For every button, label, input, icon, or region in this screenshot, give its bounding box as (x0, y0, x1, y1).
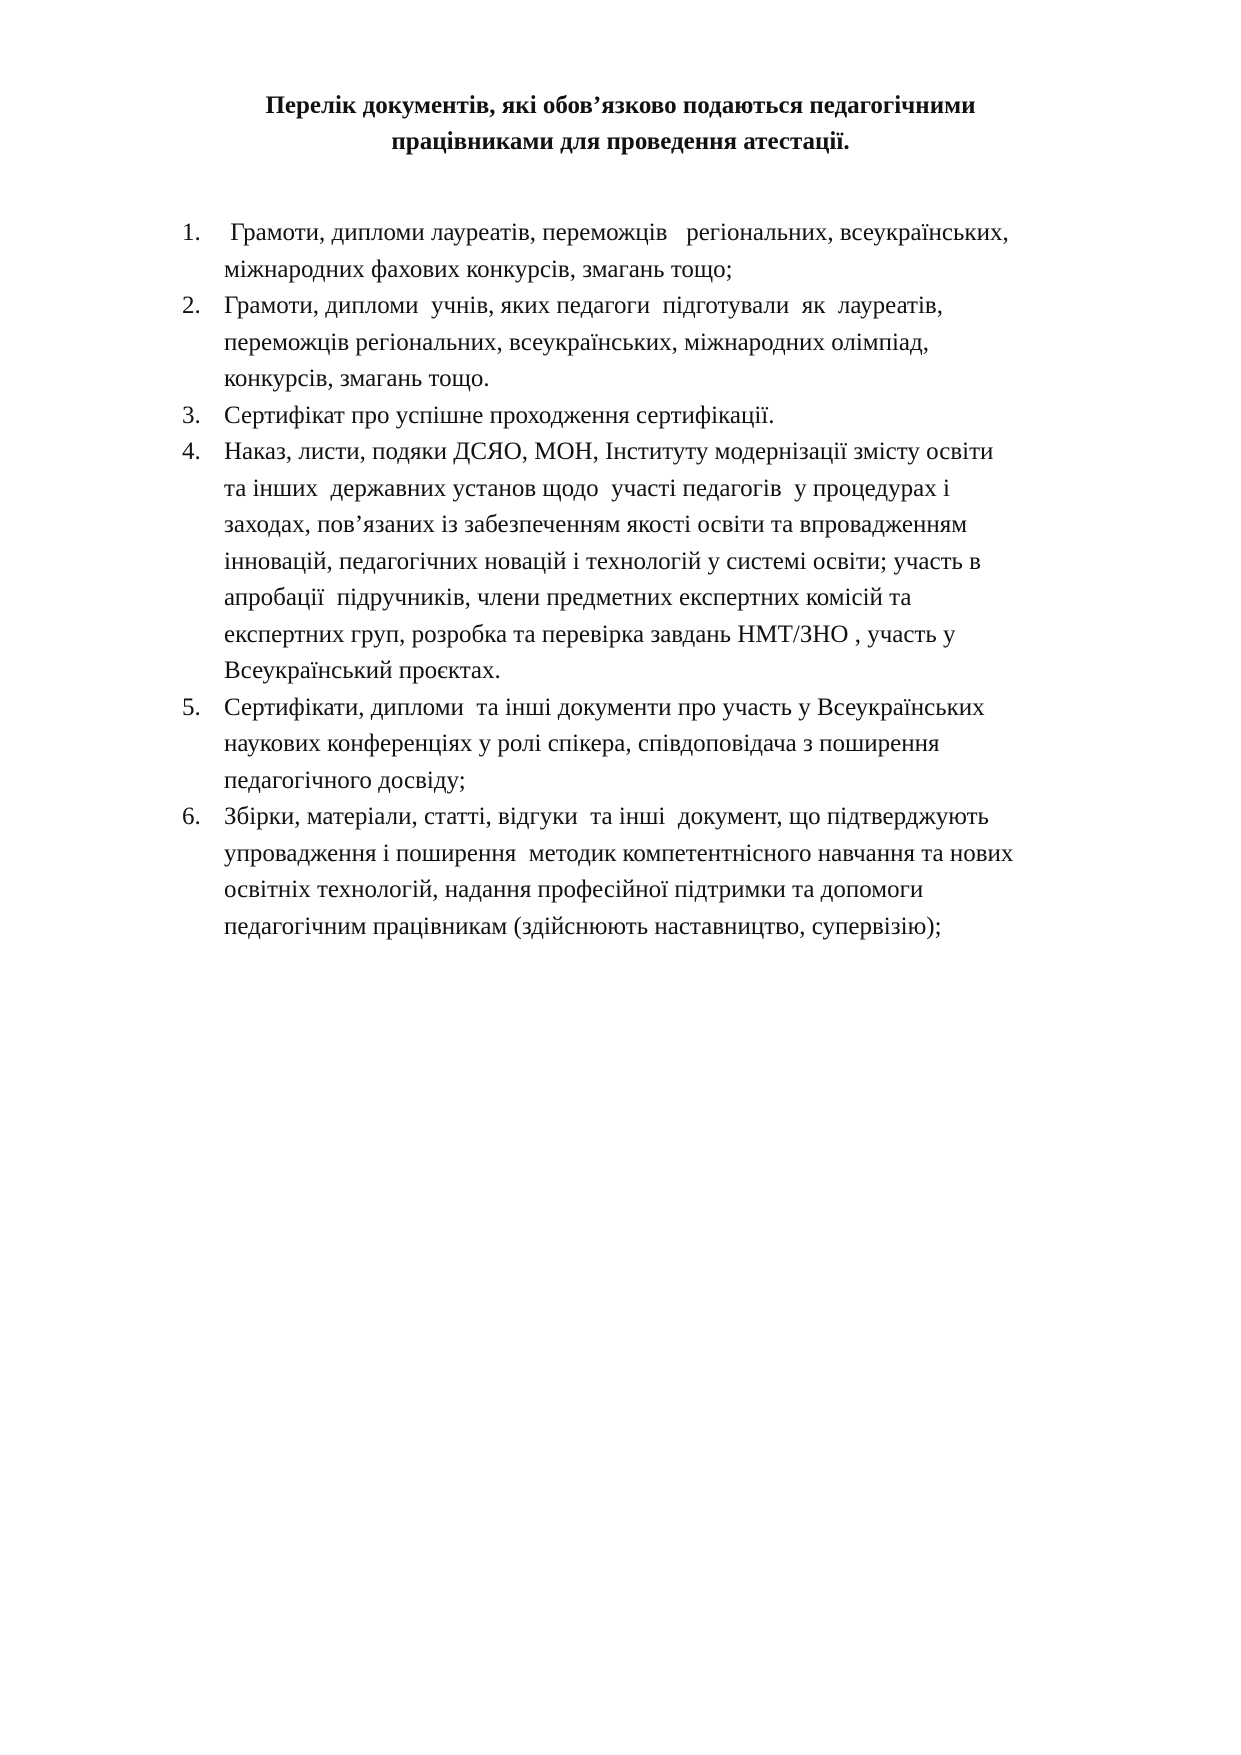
list-item-text-line: переможців регіональних, всеукраїнських, міжнародних олімпіад, (224, 328, 929, 356)
list-item (182, 799, 1162, 945)
title-line: працівниками для проведення атестації. (391, 128, 850, 155)
list-item-text-line: Збірки, матеріали, статті, відгуки та інші документ, що підтверджують (224, 803, 989, 830)
list-item-number: 5. (182, 693, 201, 721)
documents-list (182, 215, 1162, 945)
list-item (182, 215, 1162, 288)
list-item (182, 434, 1162, 690)
list-item-text-line: Сертифікат про успішне проходження сертифікації. (224, 401, 775, 429)
list-item-text-line: інновацій, педагогічних новацій і технологій у системі освіти; участь в (224, 547, 981, 575)
list-item-number: 4. (182, 438, 201, 465)
list-item-text-line: міжнародних фахових конкурсів, змагань тощо; (224, 255, 733, 283)
list-item-text-line: Сертифікати, дипломи та інші документи про участь у Всеукраїнських (224, 693, 985, 721)
list-item-number: 6. (182, 803, 201, 830)
list-item-number: 1. (182, 219, 201, 246)
list-item-text-line: педагогічного досвіду; (224, 766, 466, 794)
list-item-text-line: апробації підручників, члени предметних експертних комісій та (224, 584, 912, 611)
list-item-text-line: Грамоти, дипломи учнів, яких педагоги підготували як лауреатів, (224, 292, 943, 319)
list-item-text-line: Всеукраїнський проєктах. (224, 657, 501, 684)
list-item-text-line: Грамоти, дипломи лауреатів, переможців регіональних, всеукраїнських, (224, 219, 1009, 246)
document-title (150, 88, 1091, 160)
list-item-text-line: експертних груп, розробка та перевірка завдань НМТ/ЗНО , участь у (224, 620, 956, 648)
list-item (182, 398, 1162, 435)
list-item-text-line: Наказ, листи, подяки ДСЯО, МОН, Інституту модернізації змісту освіти (224, 438, 994, 465)
list-item-text-line: заходах, пов’язаних із забезпеченням якості освіти та впровадженням (224, 511, 968, 538)
list-item-text-line: педагогічним працівникам (здійснюють наставництво, супервізію); (224, 912, 942, 940)
list-item-text-line: упровадження і поширення методик компетентнісного навчання та нових (224, 839, 1014, 867)
list-item-text-line: освітніх технологій, надання професійної підтримки та допомоги (224, 876, 924, 903)
list-item-number: 3. (182, 401, 201, 429)
list-item-text-line: та інших державних установ щодо участі педагогів у процедурах і (224, 474, 950, 502)
title-line: Перелік документів, які обов’язково подаються педагогічними (265, 92, 976, 119)
list-item (182, 288, 1162, 398)
list-item-text-line: конкурсів, змагань тощо. (224, 365, 490, 392)
list-item-number: 2. (182, 292, 201, 319)
list-item (182, 690, 1162, 800)
list-item-text-line: наукових конференціях у ролі спікера, співдоповідача з поширення (224, 730, 940, 757)
